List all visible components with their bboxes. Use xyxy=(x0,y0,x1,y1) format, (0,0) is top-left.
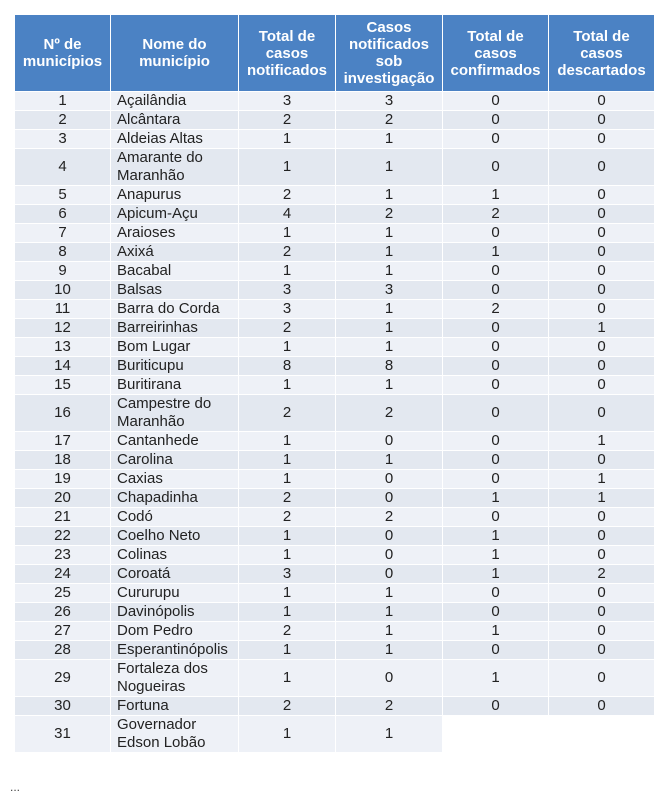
cell-descartados: 0 xyxy=(549,641,655,660)
table-row xyxy=(15,300,655,319)
cell-numero: 1 xyxy=(15,92,111,111)
cell-descartados: 0 xyxy=(549,357,655,376)
cell-nome: Buriticupu xyxy=(111,357,239,376)
cell-nome: Amarante do Maranhão xyxy=(111,149,239,186)
cell-descartados: 0 xyxy=(549,130,655,149)
cell-numero: 16 xyxy=(15,395,111,432)
header-numero: Nº de municípios xyxy=(15,15,111,92)
cell-confirmados: 1 xyxy=(443,527,549,546)
cell-sob-investigacao: 1 xyxy=(336,338,443,357)
cell-descartados xyxy=(549,716,655,753)
cell-confirmados: 0 xyxy=(443,111,549,130)
cell-descartados: 0 xyxy=(549,622,655,641)
cell-total-notificados: 1 xyxy=(239,262,336,281)
cell-descartados: 0 xyxy=(549,527,655,546)
cell-total-notificados: 2 xyxy=(239,489,336,508)
cell-nome: Barra do Corda xyxy=(111,300,239,319)
cell-numero: 5 xyxy=(15,186,111,205)
cell-sob-investigacao: 2 xyxy=(336,697,443,716)
cell-nome: Anapurus xyxy=(111,186,239,205)
cell-confirmados: 0 xyxy=(443,130,549,149)
cell-total-notificados: 1 xyxy=(239,130,336,149)
cell-numero: 17 xyxy=(15,432,111,451)
cell-nome: Coroatá xyxy=(111,565,239,584)
cell-sob-investigacao: 2 xyxy=(336,508,443,527)
cell-sob-investigacao: 1 xyxy=(336,716,443,753)
cell-confirmados: 0 xyxy=(443,357,549,376)
continuation-ellipsis: ... xyxy=(10,780,21,794)
cell-sob-investigacao: 1 xyxy=(336,262,443,281)
cell-confirmados: 0 xyxy=(443,697,549,716)
cell-numero: 20 xyxy=(15,489,111,508)
cell-total-notificados: 1 xyxy=(239,376,336,395)
cell-numero: 2 xyxy=(15,111,111,130)
cell-total-notificados: 2 xyxy=(239,395,336,432)
cell-total-notificados: 1 xyxy=(239,224,336,243)
cell-nome: Cururupu xyxy=(111,584,239,603)
table-row xyxy=(15,622,655,641)
cell-numero: 24 xyxy=(15,565,111,584)
cell-sob-investigacao: 1 xyxy=(336,186,443,205)
cell-numero: 8 xyxy=(15,243,111,262)
table-row xyxy=(15,224,655,243)
cell-sob-investigacao: 1 xyxy=(336,149,443,186)
cell-confirmados: 0 xyxy=(443,432,549,451)
cell-sob-investigacao: 1 xyxy=(336,319,443,338)
cell-sob-investigacao: 8 xyxy=(336,357,443,376)
cell-nome: Fortuna xyxy=(111,697,239,716)
cell-nome: Buritirana xyxy=(111,376,239,395)
cell-numero: 12 xyxy=(15,319,111,338)
cell-descartados: 0 xyxy=(549,584,655,603)
table-row xyxy=(15,111,655,130)
table-row xyxy=(15,565,655,584)
table-body xyxy=(15,92,655,753)
table-row xyxy=(15,716,655,753)
cell-confirmados: 1 xyxy=(443,243,549,262)
cell-total-notificados: 2 xyxy=(239,622,336,641)
cell-total-notificados: 1 xyxy=(239,149,336,186)
cell-numero: 22 xyxy=(15,527,111,546)
cell-nome: Alcântara xyxy=(111,111,239,130)
cell-descartados: 0 xyxy=(549,300,655,319)
cell-descartados: 0 xyxy=(549,546,655,565)
cell-descartados: 0 xyxy=(549,603,655,622)
cell-numero: 28 xyxy=(15,641,111,660)
table-row xyxy=(15,149,655,186)
cell-descartados: 1 xyxy=(549,432,655,451)
cell-nome: Barreirinhas xyxy=(111,319,239,338)
table-row xyxy=(15,186,655,205)
cell-sob-investigacao: 2 xyxy=(336,395,443,432)
cell-confirmados: 0 xyxy=(443,376,549,395)
cell-descartados: 2 xyxy=(549,565,655,584)
cell-confirmados: 0 xyxy=(443,603,549,622)
cell-nome: Apicum-Açu xyxy=(111,205,239,224)
cell-confirmados: 2 xyxy=(443,300,549,319)
cell-numero: 3 xyxy=(15,130,111,149)
cell-numero: 23 xyxy=(15,546,111,565)
header-total-notificados: Total de casos notificados xyxy=(239,15,336,92)
cell-numero: 13 xyxy=(15,338,111,357)
cell-descartados: 1 xyxy=(549,319,655,338)
cell-total-notificados: 1 xyxy=(239,470,336,489)
cell-total-notificados: 3 xyxy=(239,281,336,300)
cell-descartados: 0 xyxy=(549,451,655,470)
table-row xyxy=(15,584,655,603)
cell-nome: Aldeias Altas xyxy=(111,130,239,149)
cell-sob-investigacao: 1 xyxy=(336,641,443,660)
cell-descartados: 0 xyxy=(549,224,655,243)
cell-nome: Balsas xyxy=(111,281,239,300)
header-sob-investigacao: Casos notificados sob investigação xyxy=(336,15,443,92)
cell-confirmados: 1 xyxy=(443,546,549,565)
cell-confirmados: 0 xyxy=(443,262,549,281)
cell-confirmados: 1 xyxy=(443,660,549,697)
cell-sob-investigacao: 0 xyxy=(336,432,443,451)
cell-nome: Colinas xyxy=(111,546,239,565)
cell-total-notificados: 8 xyxy=(239,357,336,376)
cell-numero: 10 xyxy=(15,281,111,300)
cell-nome: Dom Pedro xyxy=(111,622,239,641)
cell-numero: 19 xyxy=(15,470,111,489)
cell-confirmados: 0 xyxy=(443,508,549,527)
cell-descartados: 0 xyxy=(549,395,655,432)
table-row xyxy=(15,357,655,376)
cell-nome: Esperantinópolis xyxy=(111,641,239,660)
cell-confirmados: 1 xyxy=(443,186,549,205)
cell-descartados: 0 xyxy=(549,243,655,262)
cell-descartados: 0 xyxy=(549,111,655,130)
municipios-table xyxy=(14,14,655,753)
cell-sob-investigacao: 1 xyxy=(336,224,443,243)
cell-confirmados: 1 xyxy=(443,489,549,508)
table-row xyxy=(15,451,655,470)
cell-sob-investigacao: 1 xyxy=(336,243,443,262)
table-row xyxy=(15,319,655,338)
cell-sob-investigacao: 2 xyxy=(336,111,443,130)
cell-numero: 29 xyxy=(15,660,111,697)
cell-nome: Araioses xyxy=(111,224,239,243)
table-row xyxy=(15,376,655,395)
cell-confirmados: 0 xyxy=(443,319,549,338)
cell-total-notificados: 3 xyxy=(239,565,336,584)
cell-confirmados: 0 xyxy=(443,149,549,186)
table-row xyxy=(15,641,655,660)
cell-sob-investigacao: 1 xyxy=(336,300,443,319)
cell-total-notificados: 3 xyxy=(239,92,336,111)
table-row xyxy=(15,603,655,622)
cell-numero: 6 xyxy=(15,205,111,224)
cell-sob-investigacao: 1 xyxy=(336,603,443,622)
cell-descartados: 1 xyxy=(549,489,655,508)
cell-descartados: 0 xyxy=(549,376,655,395)
table-row xyxy=(15,205,655,224)
cell-sob-investigacao: 3 xyxy=(336,92,443,111)
cell-numero: 11 xyxy=(15,300,111,319)
cell-descartados: 0 xyxy=(549,697,655,716)
cell-sob-investigacao: 1 xyxy=(336,130,443,149)
cell-total-notificados: 4 xyxy=(239,205,336,224)
cell-sob-investigacao: 1 xyxy=(336,376,443,395)
table-row xyxy=(15,697,655,716)
cell-numero: 21 xyxy=(15,508,111,527)
table-row xyxy=(15,338,655,357)
cell-sob-investigacao: 2 xyxy=(336,205,443,224)
cell-sob-investigacao: 0 xyxy=(336,489,443,508)
cell-confirmados: 0 xyxy=(443,470,549,489)
cell-total-notificados: 1 xyxy=(239,716,336,753)
cell-nome: Açailândia xyxy=(111,92,239,111)
cell-confirmados: 0 xyxy=(443,395,549,432)
cell-total-notificados: 1 xyxy=(239,584,336,603)
cell-total-notificados: 2 xyxy=(239,186,336,205)
cell-total-notificados: 1 xyxy=(239,338,336,357)
cell-nome: Axixá xyxy=(111,243,239,262)
cell-confirmados: 0 xyxy=(443,92,549,111)
table-row xyxy=(15,508,655,527)
cell-total-notificados: 1 xyxy=(239,603,336,622)
cell-sob-investigacao: 1 xyxy=(336,584,443,603)
cell-sob-investigacao: 0 xyxy=(336,527,443,546)
cell-descartados: 0 xyxy=(549,281,655,300)
cell-confirmados: 0 xyxy=(443,451,549,470)
cell-total-notificados: 1 xyxy=(239,432,336,451)
table-row xyxy=(15,470,655,489)
cell-numero: 26 xyxy=(15,603,111,622)
cell-total-notificados: 1 xyxy=(239,451,336,470)
cell-total-notificados: 2 xyxy=(239,697,336,716)
header-row xyxy=(15,15,655,92)
table-row xyxy=(15,432,655,451)
table-row xyxy=(15,130,655,149)
header-nome: Nome do município xyxy=(111,15,239,92)
cell-sob-investigacao: 0 xyxy=(336,660,443,697)
cell-confirmados: 1 xyxy=(443,622,549,641)
cell-descartados: 0 xyxy=(549,338,655,357)
cell-descartados: 0 xyxy=(549,660,655,697)
cell-total-notificados: 1 xyxy=(239,546,336,565)
cell-total-notificados: 1 xyxy=(239,660,336,697)
cell-numero: 25 xyxy=(15,584,111,603)
table-row xyxy=(15,262,655,281)
table-row xyxy=(15,527,655,546)
cell-nome: Bacabal xyxy=(111,262,239,281)
table-row xyxy=(15,489,655,508)
cell-descartados: 0 xyxy=(549,92,655,111)
cell-confirmados: 1 xyxy=(443,565,549,584)
cell-confirmados: 2 xyxy=(443,205,549,224)
cell-nome: Caxias xyxy=(111,470,239,489)
cell-numero: 15 xyxy=(15,376,111,395)
cell-total-notificados: 1 xyxy=(239,527,336,546)
cell-confirmados: 0 xyxy=(443,338,549,357)
cell-nome: Codó xyxy=(111,508,239,527)
cell-nome: Chapadinha xyxy=(111,489,239,508)
cell-confirmados: 0 xyxy=(443,641,549,660)
cell-total-notificados: 2 xyxy=(239,111,336,130)
cell-total-notificados: 3 xyxy=(239,300,336,319)
cell-numero: 30 xyxy=(15,697,111,716)
cell-total-notificados: 2 xyxy=(239,319,336,338)
cell-nome: Coelho Neto xyxy=(111,527,239,546)
cell-nome: Cantanhede xyxy=(111,432,239,451)
table-row xyxy=(15,281,655,300)
cell-sob-investigacao: 3 xyxy=(336,281,443,300)
table-row xyxy=(15,243,655,262)
cell-total-notificados: 1 xyxy=(239,641,336,660)
cell-total-notificados: 2 xyxy=(239,508,336,527)
cell-nome: Governador Edson Lobão xyxy=(111,716,239,753)
cell-sob-investigacao: 0 xyxy=(336,546,443,565)
header-confirmados: Total de casos confirmados xyxy=(443,15,549,92)
table-row xyxy=(15,660,655,697)
cell-sob-investigacao: 1 xyxy=(336,451,443,470)
cell-nome: Carolina xyxy=(111,451,239,470)
cell-sob-investigacao: 1 xyxy=(336,622,443,641)
cell-numero: 9 xyxy=(15,262,111,281)
cell-nome: Campestre do Maranhão xyxy=(111,395,239,432)
cell-numero: 31 xyxy=(15,716,111,753)
cell-total-notificados: 2 xyxy=(239,243,336,262)
table-row xyxy=(15,395,655,432)
table-row xyxy=(15,546,655,565)
cell-numero: 14 xyxy=(15,357,111,376)
cell-confirmados: 0 xyxy=(443,224,549,243)
cell-numero: 18 xyxy=(15,451,111,470)
cell-descartados: 0 xyxy=(549,508,655,527)
cell-nome: Fortaleza dos Nogueiras xyxy=(111,660,239,697)
cell-descartados: 1 xyxy=(549,470,655,489)
cell-descartados: 0 xyxy=(549,205,655,224)
header-descartados: Total de casos descartados xyxy=(549,15,655,92)
cell-nome: Bom Lugar xyxy=(111,338,239,357)
cell-numero: 7 xyxy=(15,224,111,243)
cell-descartados: 0 xyxy=(549,262,655,281)
table-row xyxy=(15,92,655,111)
cell-descartados: 0 xyxy=(549,149,655,186)
cell-sob-investigacao: 0 xyxy=(336,470,443,489)
cell-nome: Davinópolis xyxy=(111,603,239,622)
cell-confirmados: 0 xyxy=(443,281,549,300)
cell-numero: 4 xyxy=(15,149,111,186)
cell-sob-investigacao: 0 xyxy=(336,565,443,584)
cell-confirmados: 0 xyxy=(443,584,549,603)
cell-numero: 27 xyxy=(15,622,111,641)
cell-descartados: 0 xyxy=(549,186,655,205)
cell-confirmados xyxy=(443,716,549,753)
